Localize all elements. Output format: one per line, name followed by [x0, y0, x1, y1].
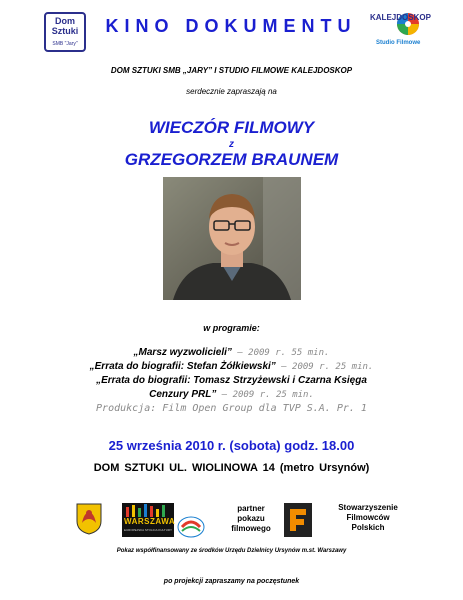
- partner-line: filmowego: [231, 524, 271, 533]
- film-item: [0, 389, 463, 400]
- sfp-logo: [284, 503, 312, 537]
- film-item: [0, 361, 463, 372]
- event-title-line3: GRZEGORZEM BRAUNEM: [124, 150, 339, 169]
- event-venue: DOM SZTUKI UL. WIOLINOWA 14 (metro Ursynów): [93, 462, 370, 474]
- warszawa-text: WARSZAWA: [124, 517, 176, 526]
- film-title: „Marsz wyzwolicieli”: [133, 347, 232, 358]
- page-title: KINO DOKUMENTU: [105, 16, 357, 36]
- event-date: 25 września 2010 r. (sobota) godz. 18.00: [108, 438, 355, 453]
- kalejdoskop-logo: [370, 10, 432, 52]
- sfp-line: Polskich: [351, 523, 385, 532]
- event-title-line2: z: [229, 139, 234, 150]
- crest-icon: [76, 503, 102, 535]
- kalejdoskop-name: KALEJDOSKOP: [370, 13, 431, 22]
- sfp-icon: [284, 503, 312, 537]
- film-meta: – 2009 r. 25 min.: [216, 390, 314, 400]
- warszawa-logo: [122, 503, 174, 537]
- film-meta: – 2009 r. 25 min.: [275, 362, 374, 372]
- film-item: [0, 347, 463, 358]
- partner-line: pokazu: [237, 514, 265, 523]
- ursynow-logo: [176, 513, 206, 539]
- film-meta: – 2009 r. 55 min.: [231, 348, 330, 358]
- dom-sztuki-logo: [44, 12, 86, 52]
- partner-line: partner: [237, 504, 265, 513]
- film-item: [0, 375, 463, 386]
- film-title: „Errata do biografii: Stefan Żółkiewski”: [89, 361, 276, 372]
- film-title: Cenzury PRL”: [149, 389, 217, 400]
- partner-label: [222, 504, 280, 534]
- sfp-text: [318, 503, 418, 533]
- production-line: Produkcja: Film Open Group dla TVP S.A. Pr. 1: [96, 403, 367, 414]
- funding-note: Pokaz współfinansowany ze środków Urzędu Dzielnicy Ursynów m.st. Warszawy: [116, 548, 347, 554]
- warszawa-bars-icon: [122, 503, 174, 517]
- portrait-image: [163, 177, 301, 300]
- ursynow-crest-logo: [76, 503, 102, 535]
- dom-sztuki-logo-line3: SMB "Jary": [52, 41, 78, 47]
- organizers-line: DOM SZTUKI SMB „JARY” I STUDIO FILMOWE KALEJDOSKOP: [110, 66, 353, 75]
- film-title: „Errata do biografii: Tomasz Strzyżewski i Czarna Księga: [96, 375, 367, 386]
- sfp-line: Filmowców: [346, 513, 390, 522]
- event-title-line1: WIECZÓR FILMOWY: [148, 118, 315, 137]
- warszawa-subtext: EUROPEJSKA STOLICA KULTURY: [124, 528, 173, 532]
- ursynow-icon: [176, 513, 206, 539]
- dom-sztuki-logo-line2: Sztuki: [51, 26, 79, 36]
- sfp-line: Stowarzyszenie: [338, 503, 398, 512]
- invite-line: serdecznie zapraszają na: [186, 87, 277, 96]
- footer-note: po projekcji zapraszamy na poczęstunek: [163, 578, 300, 585]
- program-label: w programie:: [203, 323, 260, 333]
- kalejdoskop-sub: Studio Filmowe: [376, 40, 421, 46]
- director-photo: [163, 177, 301, 300]
- dom-sztuki-logo-line1: Dom: [55, 16, 75, 26]
